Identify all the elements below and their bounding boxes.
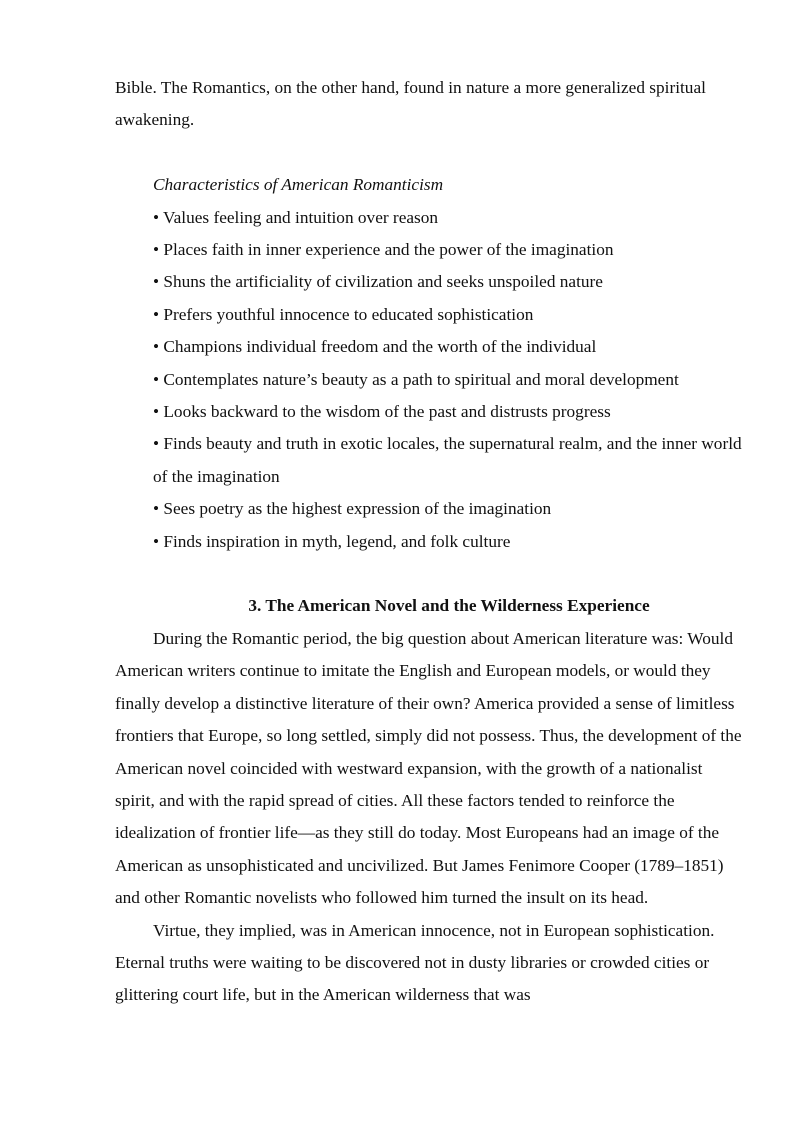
- document-page: [115, 72, 745, 1012]
- list-item: • Finds inspiration in myth, legend, and folk culture: [153, 531, 511, 551]
- body-paragraph: Virtue, they implied, was in American innocence, not in European sophistication. Eternal truths were waiting to be discovered not in dusty libraries or crowded cities or glittering court life, but in the American wilderness that was: [115, 920, 715, 1005]
- list-item: • Prefers youthful innocence to educated sophistication: [153, 304, 534, 324]
- section-heading: 3. The American Novel and the Wilderness Experience: [248, 596, 650, 616]
- list-item: • Places faith in inner experience and the power of the imagination: [153, 240, 614, 260]
- list-item: • Champions individual freedom and the worth of the individual: [153, 337, 597, 357]
- characteristics-title: Characteristics of American Romanticism: [153, 175, 444, 195]
- list-item: • Values feeling and intuition over reason: [153, 207, 439, 227]
- list-item: • Sees poetry as the highest expression of the imagination: [153, 499, 552, 519]
- list-item: • Contemplates nature’s beauty as a path to spiritual and moral development: [153, 369, 679, 389]
- body-paragraph: During the Romantic period, the big question about American literature was: Would American writers continue to imitate the English and European models, or would they finally develop a distinctive literature of their own? America provided a sense of limitless frontiers that Europe, so long settled, simply did not possess. Thus, the development of the American novel coincided with westward expansion, with the growth of a nationalist spirit, and with the rapid spread of cities. All these factors tended to reinforce the idealization of frontier life—as they still do today. Most Europeans had an image of the American as unsophisticated and uncivilized. But James Fenimore Cooper (1789–1851) and other Romantic novelists who followed him turned the insult on its head.: [115, 628, 742, 908]
- intro-paragraph: Bible. The Romantics, on the other hand, found in nature a more generalized spiritual awakening.: [115, 78, 706, 130]
- list-item: • Finds beauty and truth in exotic locales, the supernatural realm, and the inner world of the imagination: [153, 434, 742, 486]
- list-item: • Looks backward to the wisdom of the past and distrusts progress: [153, 402, 611, 422]
- characteristics-list: [115, 169, 745, 558]
- list-item: • Shuns the artificiality of civilization and seeks unspoiled nature: [153, 272, 603, 292]
